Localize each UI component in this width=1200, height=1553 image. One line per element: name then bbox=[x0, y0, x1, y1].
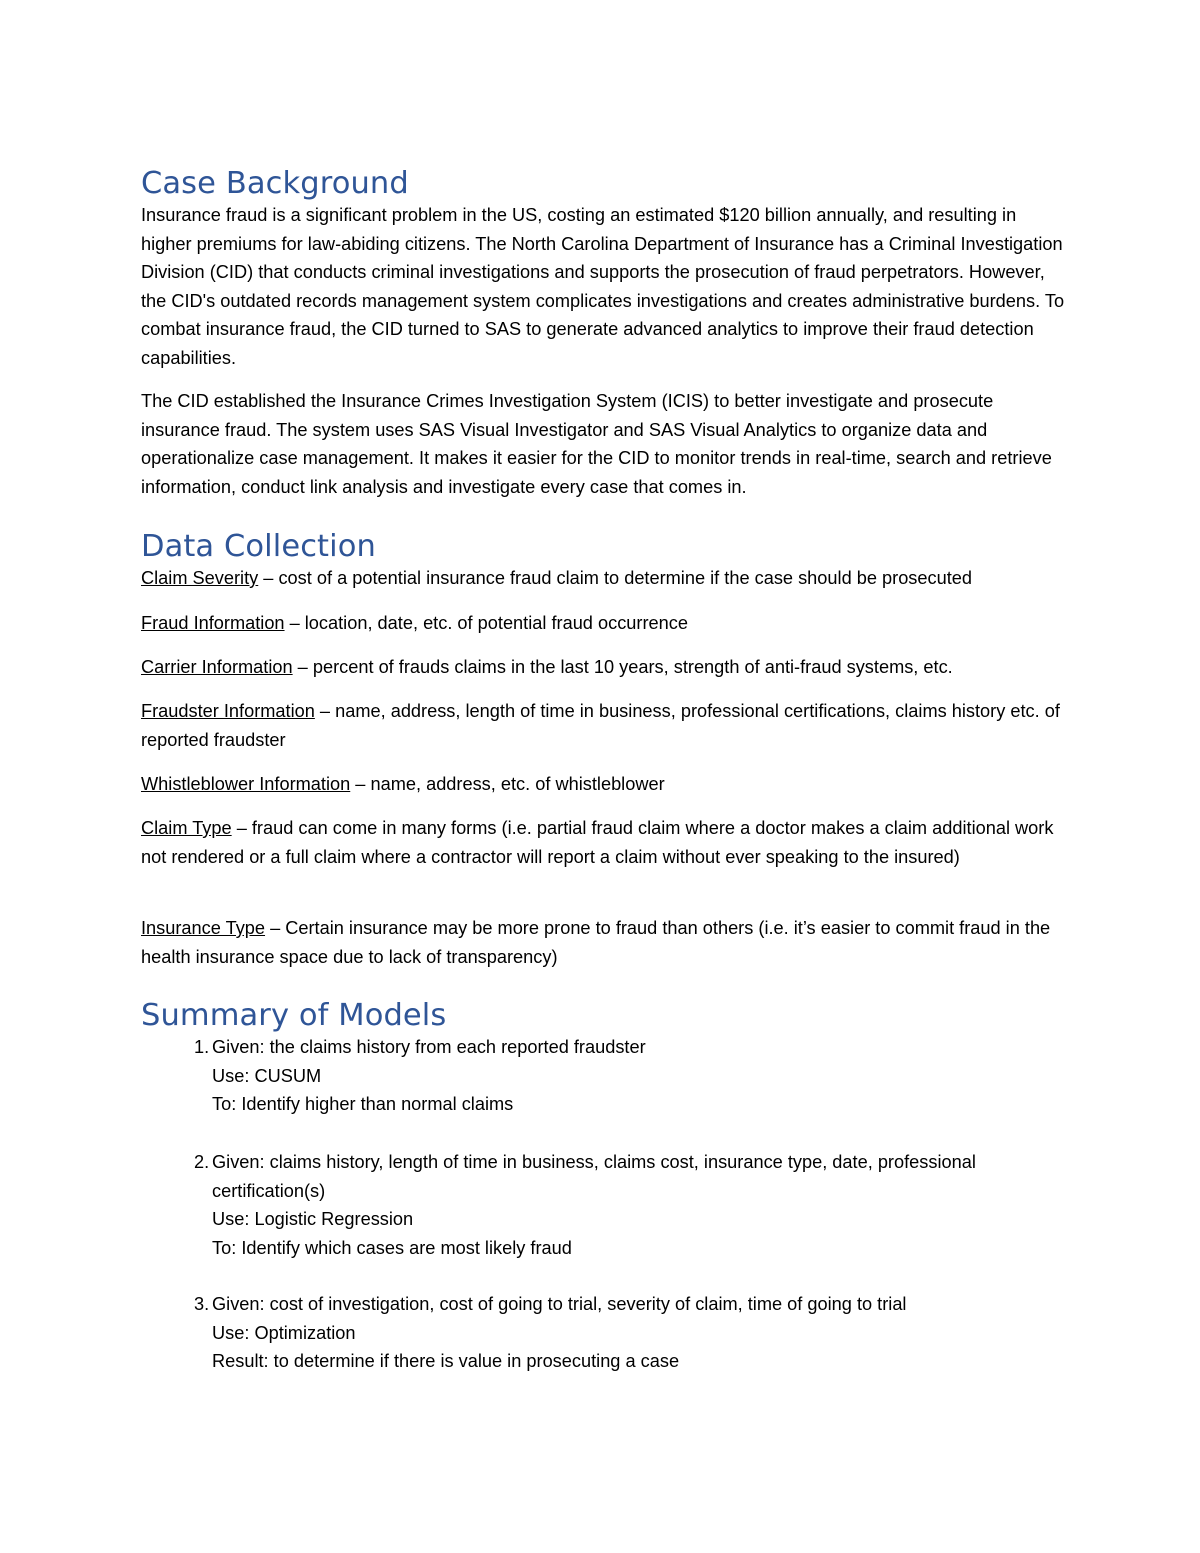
data-item-whistleblower-information bbox=[141, 770, 1066, 799]
data-item-desc: – location, date, etc. of potential fraud occurrence bbox=[284, 613, 688, 633]
data-item-term: Claim Type bbox=[141, 818, 232, 838]
model-use: Use: Optimization bbox=[212, 1322, 356, 1343]
data-collection-heading: Data Collection bbox=[141, 529, 376, 564]
data-item-term: Fraudster Information bbox=[141, 701, 315, 721]
data-item-desc: – cost of a potential insurance fraud claim to determine if the case should be prosecuted bbox=[258, 568, 973, 588]
data-item-term: Claim Severity bbox=[141, 568, 259, 588]
model-item-1 bbox=[141, 1033, 1066, 1119]
model-body bbox=[212, 1148, 1066, 1262]
model-item-2 bbox=[141, 1148, 1066, 1262]
model-result: To: Identify which cases are most likely fraud bbox=[212, 1237, 572, 1258]
data-item-term: Whistleblower Information bbox=[141, 774, 351, 794]
data-item-desc: – name, address, length of time in business, professional certifications, claims history etc. of reported fraudster bbox=[141, 701, 1060, 750]
background-paragraph-2: The CID established the Insurance Crimes Investigation System (ICIS) to better investigate and prosecute insurance fraud. The system uses SAS Visual Investigator and SAS Visual Analytics to organize data and operationalize case management. It makes it easier for the CID to monitor trends in real-time, search and retrieve information, conduct link analysis and investigate every case that comes in. bbox=[141, 391, 1052, 497]
model-result: To: Identify higher than normal claims bbox=[212, 1094, 514, 1114]
data-item-desc: – percent of frauds claims in the last 10 years, strength of anti-fraud systems, etc. bbox=[292, 657, 953, 677]
data-item-term: Carrier Information bbox=[141, 657, 293, 677]
summary-of-models-section bbox=[141, 996, 1066, 1371]
data-item-claim-type bbox=[141, 814, 1066, 871]
data-item-desc: – name, address, etc. of whistleblower bbox=[350, 774, 665, 794]
model-use: Use: CUSUM bbox=[212, 1065, 322, 1086]
data-item-fraud-information bbox=[141, 609, 1066, 638]
model-item-3 bbox=[141, 1290, 1066, 1376]
data-item-carrier-information bbox=[141, 653, 1066, 682]
data-item-desc: – fraud can come in many forms (i.e. partial fraud claim where a doctor makes a claim additional work not rendered or a full claim where a contractor will report a claim without ever speaking to the insured) bbox=[141, 818, 1054, 867]
background-paragraph-1: Insurance fraud is a significant problem in the US, costing an estimated $120 billion annually, and resulting in higher premiums for law-abiding citizens. The North Carolina Department of Insurance has a Criminal Investigation Division (CID) that conducts criminal investigations and supports the prosecution of fraud perpetrators. However, the CID's outdated records management system complicates investigations and creates administrative burdens. To combat insurance fraud, the CID turned to SAS to generate advanced analytics to improve their fraud detection capabilities. bbox=[141, 205, 1065, 368]
summary-of-models-heading: Summary of Models bbox=[141, 998, 447, 1033]
model-number: 1. bbox=[194, 1037, 210, 1057]
model-given: Given: claims history, length of time in business, claims cost, insurance type, date, professional certification(s) bbox=[212, 1152, 976, 1201]
model-result: Result: to determine if there is value in prosecuting a case bbox=[212, 1351, 680, 1371]
data-item-fraudster-information bbox=[141, 697, 1066, 754]
data-item-desc: – Certain insurance may be more prone to fraud than others (i.e. it’s easier to commit fraud in the health insurance space due to lack of transparency) bbox=[141, 918, 1051, 967]
model-body bbox=[212, 1290, 1066, 1376]
data-item-claim-severity bbox=[141, 564, 1066, 593]
data-item-insurance-type bbox=[141, 914, 1066, 971]
model-use: Use: Logistic Regression bbox=[212, 1209, 414, 1229]
model-given: Given: the claims history from each reported fraudster bbox=[212, 1037, 646, 1057]
model-given: Given: cost of investigation, cost of going to trial, severity of claim, time of going to trial bbox=[212, 1294, 907, 1314]
model-number: 3. bbox=[194, 1294, 210, 1314]
data-item-term: Insurance Type bbox=[141, 918, 266, 938]
data-item-term: Fraud Information bbox=[141, 613, 285, 633]
data-collection-section bbox=[141, 527, 1066, 967]
case-background-section bbox=[141, 164, 1066, 501]
case-background-heading: Case Background bbox=[141, 166, 409, 201]
model-body bbox=[212, 1033, 1066, 1119]
model-number: 2. bbox=[194, 1152, 210, 1172]
